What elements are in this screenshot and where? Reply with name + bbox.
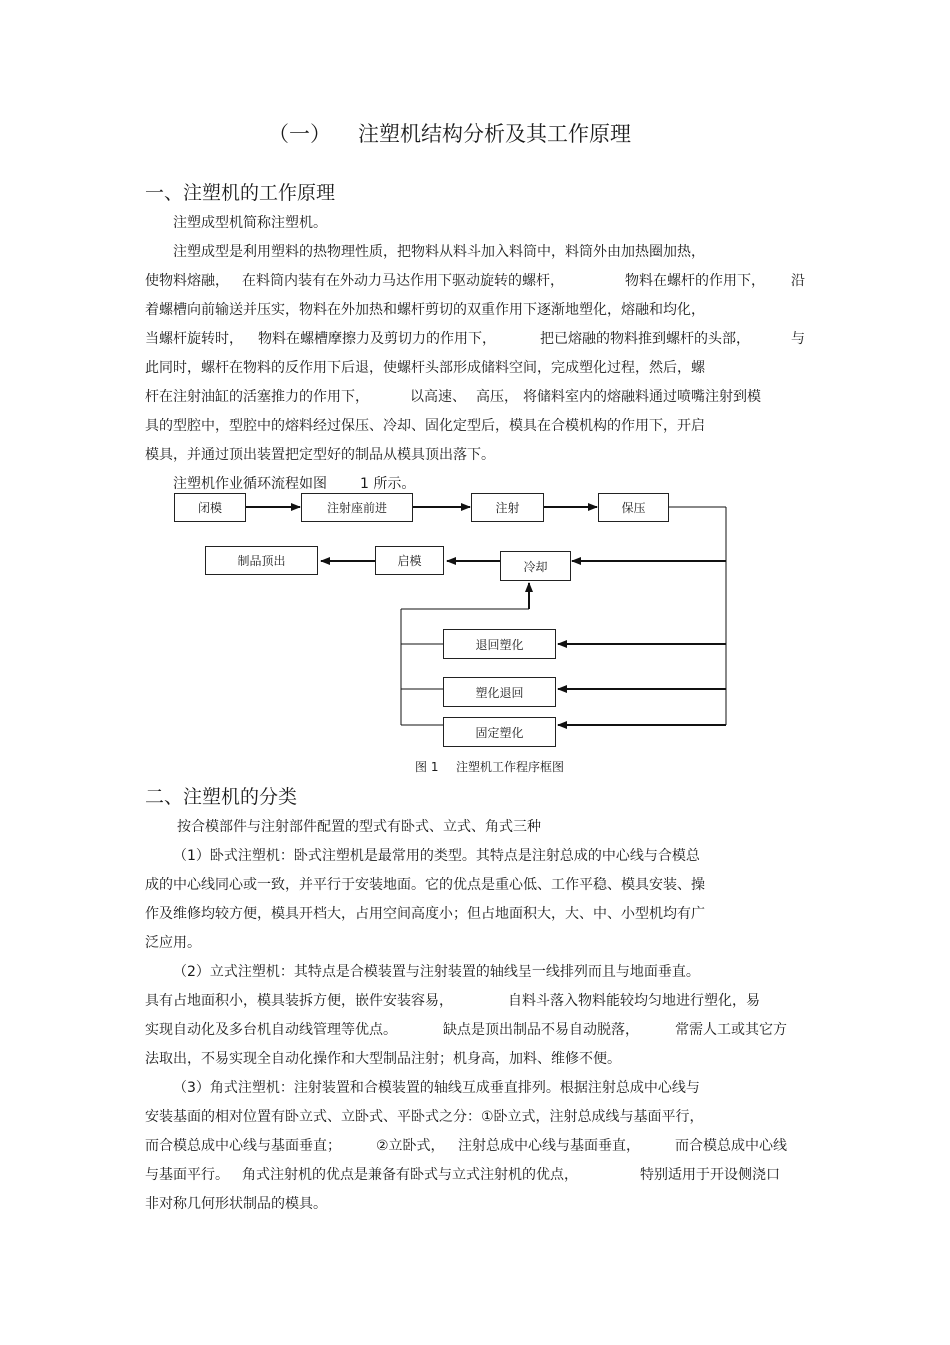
paragraph-line-segment: 当螺杆旋转时， (145, 331, 243, 347)
paragraph-line: 此同时，螺杆在物料的反作用下后退，使螺杆头部形成储料空间，完成塑化过程，然后，螺 (145, 360, 705, 376)
paragraph-line: 成的中心线同心或一致，并平行于安装地面。它的优点是重心低、工作平稳、模具安装、操 (145, 877, 705, 893)
flow-node-inject: 注射 (471, 493, 544, 522)
paragraph-line: 具的型腔中，型腔中的熔料经过保压、冷却、固化定型后，模具在合模机构的作用下，开启 (145, 418, 705, 434)
paragraph-line-segment: 具有占地面积小，模具装拆方便，嵌件安装容易， (145, 993, 453, 1009)
paragraph-line: 着螺槽向前输送并压实，物料在外加热和螺杆剪切的双重作用下逐渐地塑化，熔融和均化， (145, 302, 705, 318)
flow-node-injection-forward: 注射座前进 (301, 493, 413, 522)
paragraph-line-segment: 沿 (791, 273, 805, 289)
paragraph-line-segment: 自料斗落入物料能较均匀地进行塑化，易 (508, 993, 760, 1009)
paragraph-line: 模具，并通过顶出装置把定型好的制品从模具顶出落下。 (145, 447, 495, 463)
paragraph-line: 泛应用。 (145, 935, 201, 951)
paragraph-line-segment: 将储料室内的熔融料通过喷嘴注射到模 (523, 389, 761, 405)
paragraph-line-segment: 特别适用于开设侧浇口 (640, 1167, 780, 1183)
paragraph-line: 注塑成型机简称注塑机。 (173, 215, 327, 231)
paragraph-line: 作及维修均较方便，模具开档大，占用空间高度小；但占地面积大，大、中、小型机均有广 (145, 906, 705, 922)
paragraph-line-segment: 杆在注射油缸的活塞推力的作用下， (145, 389, 369, 405)
flow-node-retract-plasticize: 退回塑化 (443, 629, 556, 659)
paragraph-line-segment: 使物料熔融， (145, 273, 229, 289)
flow-node-eject-product: 制品顶出 (205, 546, 318, 575)
paragraph-line-segment: 物料在螺杆的作用下， (625, 273, 765, 289)
paragraph-line-segment: 注塑机作业循环流程如图 (173, 476, 327, 492)
paragraph-line: 安装基面的相对位置有卧立式、立卧式、平卧式之分：①卧立式，注射总成线与基面平行， (145, 1109, 704, 1125)
figure-caption: 注塑机工作程序框图 (456, 760, 565, 774)
section-1-heading: 一、注塑机的工作原理 (145, 182, 336, 204)
paragraph-line-segment: 而合模总成中心线与基面垂直； (145, 1138, 341, 1154)
paragraph-line-segment: 物料在螺槽摩擦力及剪切力的作用下， (258, 331, 496, 347)
flow-node-cool: 冷却 (500, 551, 571, 581)
paragraph-line-segment: 注射总成中心线与基面垂直， (458, 1138, 640, 1154)
paragraph-line-segment: 高压， (476, 389, 518, 405)
paragraph-line-segment: 把已熔融的物料推到螺杆的头部， (540, 331, 750, 347)
flow-node-fixed-plasticize: 固定塑化 (443, 717, 556, 747)
page-title: 注塑机结构分析及其工作原理 (358, 122, 631, 146)
paragraph-line-segment: 以高速、 (410, 389, 466, 405)
paragraph-line-segment: 与基面平行。 (145, 1167, 229, 1183)
paragraph-line: 按合模部件与注射部件配置的型式有卧式、立式、角式三种 (177, 819, 541, 835)
paragraph-line-segment: 常需人工或其它方 (675, 1022, 787, 1038)
paragraph-line: （2）立式注塑机：其特点是合模装置与注射装置的轴线呈一线排列而且与地面垂直。 (173, 964, 700, 980)
paragraph-line-segment: 角式注射机的优点是兼备有卧式与立式注射机的优点， (242, 1167, 578, 1183)
paragraph-line: （3）角式注塑机：注射装置和合模装置的轴线互成垂直排列。根据注射总成中心线与 (173, 1080, 700, 1096)
paragraph-line-segment: 实现自动化及多台机自动线管理等优点。 (145, 1022, 397, 1038)
section-2-heading: 二、注塑机的分类 (145, 786, 298, 808)
paragraph-line-segment: 而合模总成中心线 (675, 1138, 787, 1154)
flow-node-plasticize-retract: 塑化退回 (443, 677, 556, 707)
flow-node-hold-pressure: 保压 (598, 493, 669, 522)
paragraph-line: 法取出，不易实现全自动化操作和大型制品注射；机身高，加料、维修不便。 (145, 1051, 621, 1067)
figure-number: 图 1 (415, 760, 439, 774)
paragraph-line: 非对称几何形状制品的模具。 (145, 1196, 327, 1212)
paragraph-line-segment: 与 (791, 331, 805, 347)
title-number: （一） (268, 122, 331, 146)
flow-node-close-mold: 闭模 (174, 493, 246, 522)
paragraph-line: 注塑成型是利用塑料的热物理性质，把物料从料斗加入料筒中，料筒外由加热圈加热， (173, 244, 705, 260)
paragraph-line-segment: 1 所示。 (360, 476, 416, 492)
paragraph-line-segment: 缺点是顶出制品不易自动脱落， (443, 1022, 639, 1038)
flow-node-open-mold: 启模 (375, 546, 444, 575)
paragraph-line: （1）卧式注塑机：卧式注塑机是最常用的类型。其特点是注射总成的中心线与合模总 (173, 848, 700, 864)
paragraph-line-segment: 在料筒内装有在外动力马达作用下驱动旋转的螺杆， (242, 273, 564, 289)
paragraph-line-segment: ②立卧式， (376, 1138, 445, 1154)
